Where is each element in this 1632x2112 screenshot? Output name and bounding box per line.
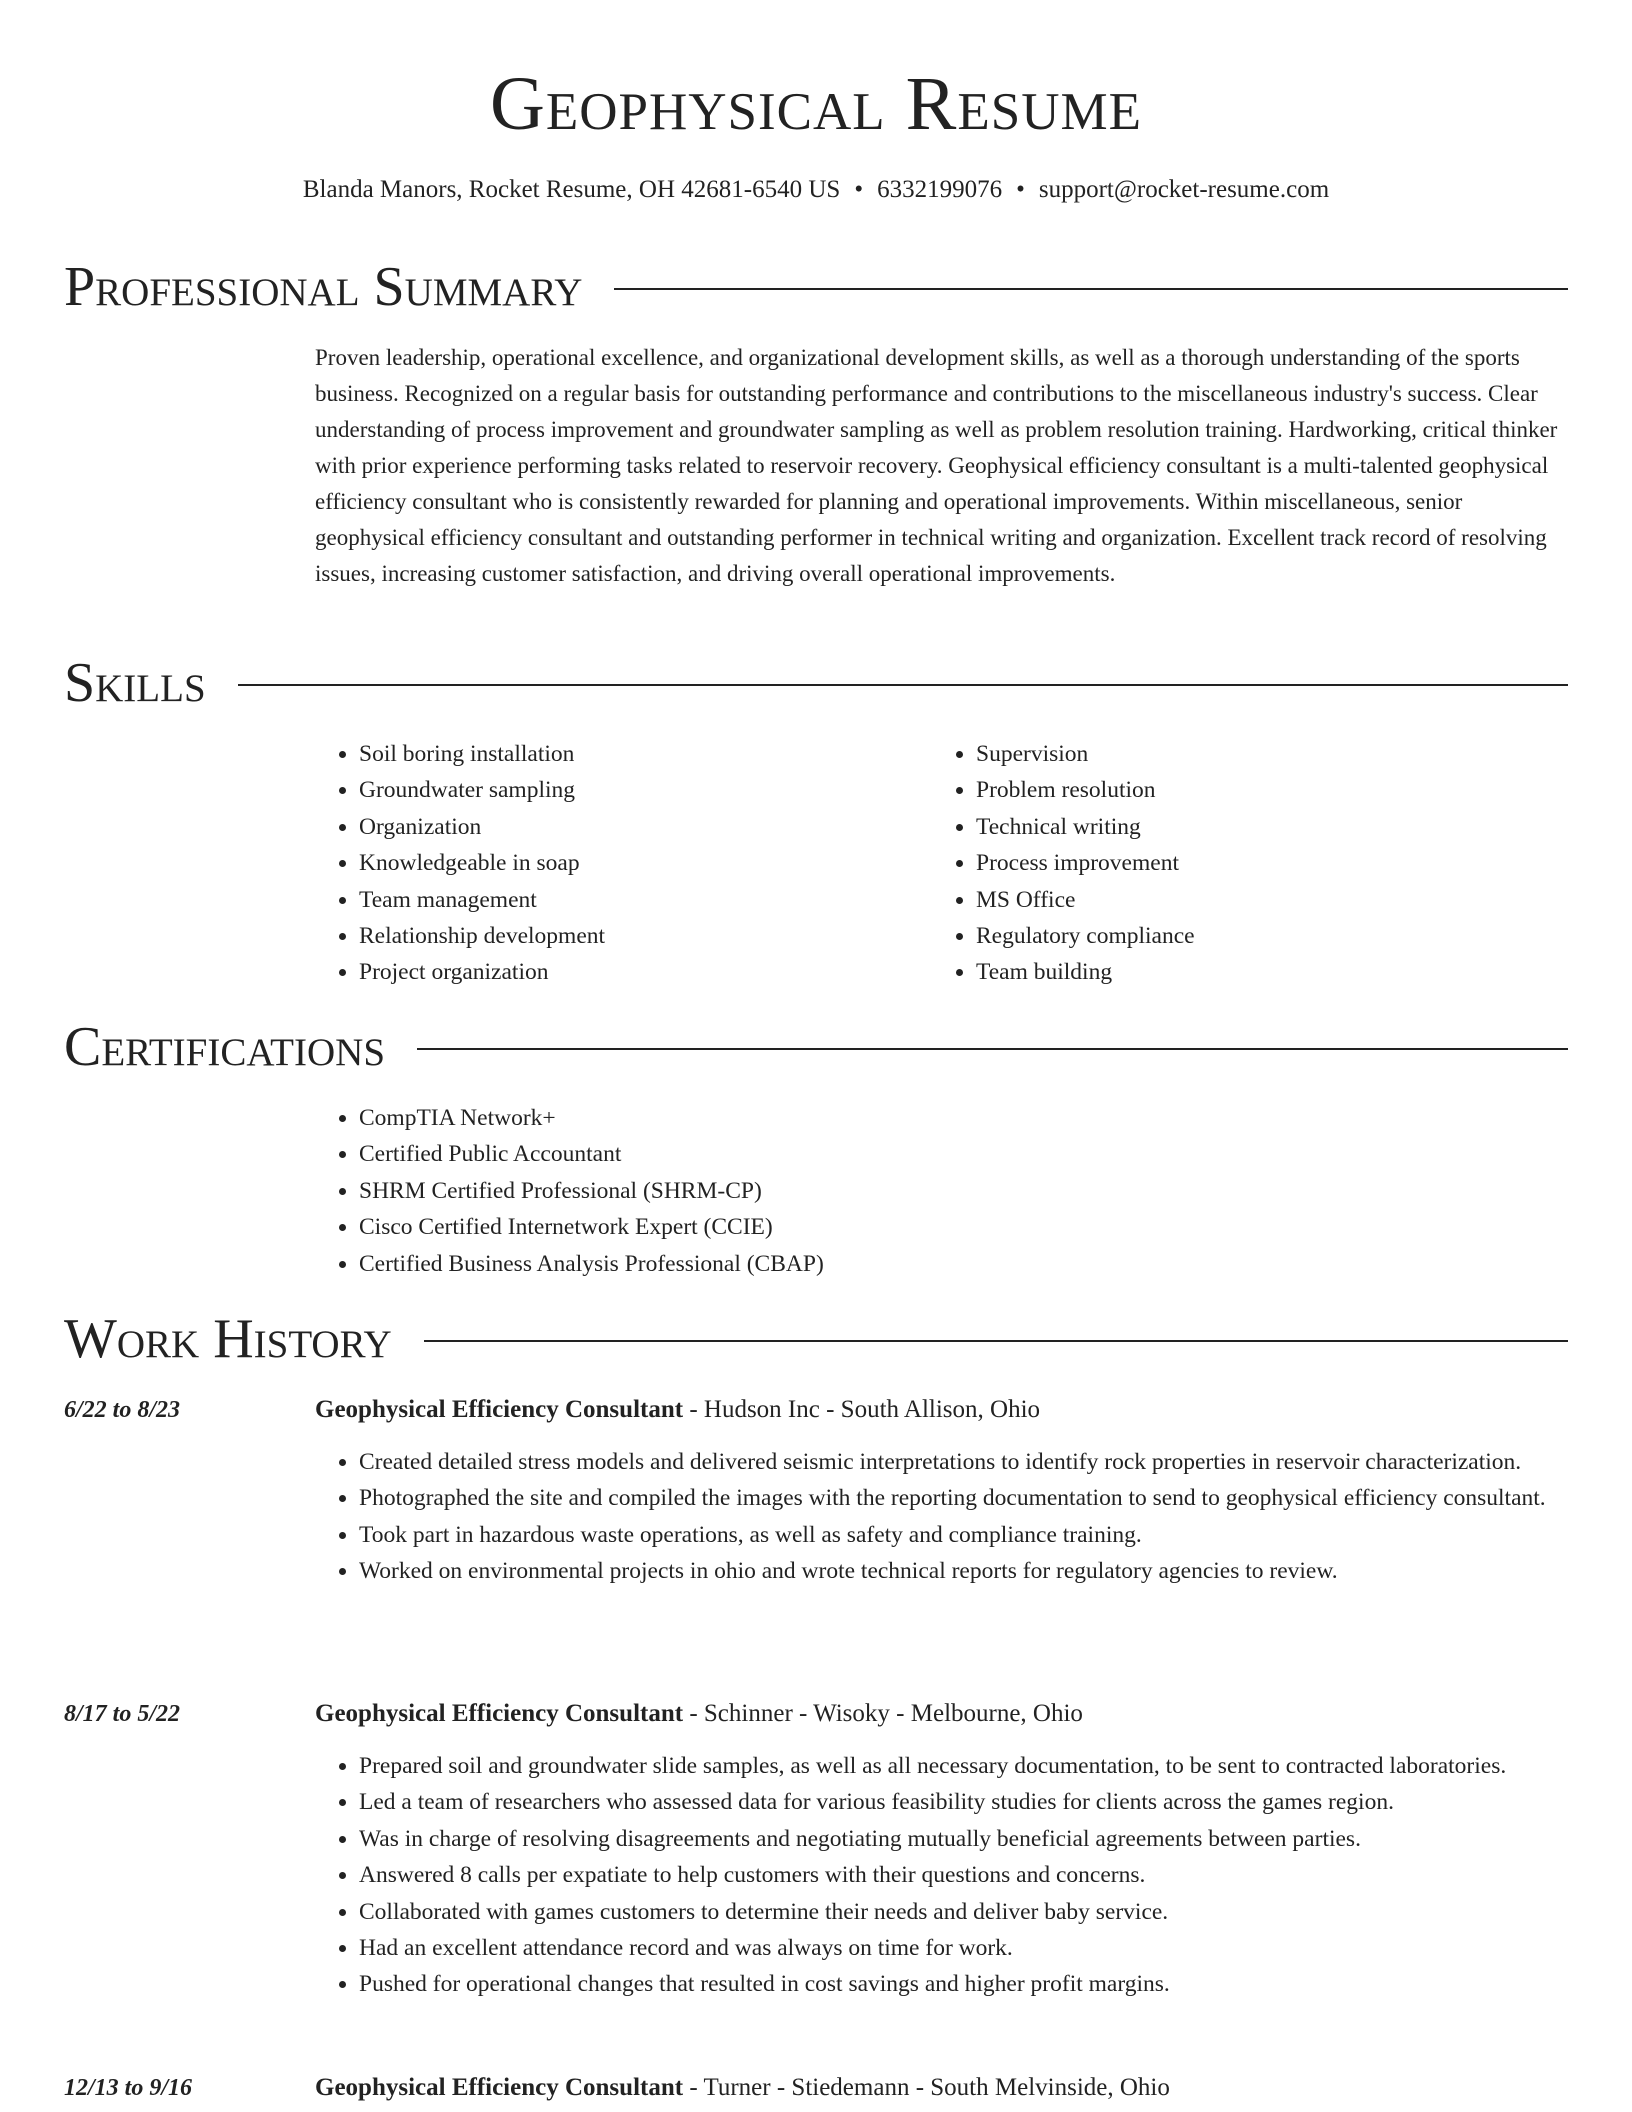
skill-item: • Organization [359,809,605,845]
job-bullet: • Prepared soil and groundwater slide samples, as well as all necessary documentation, to be sent to contracted laboratories. [359,1748,1569,1784]
contact-line [0,174,1632,206]
skill-item: • Team building [976,954,1195,990]
skill-item: • MS Office [976,882,1195,918]
certifications-list [315,1100,824,1282]
skill-item: • Soil boring installation [359,736,605,772]
job-employer-location: - Schinner - Wisoky - Melbourne, Ohio [683,1700,1083,1727]
resume-title: Geophysical Resume [489,62,1142,146]
work-history-heading: Work History [64,1308,392,1370]
skill-item: • Process improvement [976,845,1195,881]
job-bullet: • Worked on environmental projects in ohio and wrote technical reports for regulatory agencies to review. [359,1553,1569,1589]
job-title: Geophysical Efficiency Consultant [315,2074,684,2101]
skills-section-header [64,650,1568,716]
job-bullet: • Took part in hazardous waste operations, as well as safety and compliance training. [359,1517,1569,1553]
certification-item: • SHRM Certified Professional (SHRM-CP) [359,1173,824,1209]
job-dates: 8/17 to 5/22 [64,1701,181,1727]
job-dates: 12/13 to 9/16 [64,2075,193,2101]
skill-item: • Regulatory compliance [976,918,1195,954]
job-header [315,1394,1040,1426]
summary-section-header [64,254,1568,320]
contact-address: Blanda Manors, Rocket Resume, OH 42681-6540 US [302,176,841,203]
job-bullet: • Had an excellent attendance record and was always on time for work. [359,1930,1569,1966]
certifications-section-header [64,1014,1568,1080]
contact-separator: • [1016,176,1025,203]
job-bullet: • Answered 8 calls per expatiate to help customers with their questions and concerns. [359,1857,1569,1893]
job-bullets [315,1748,1569,2003]
skill-item: • Project organization [359,954,605,990]
skill-item: • Technical writing [976,809,1195,845]
work-history-section-header [64,1306,1568,1372]
contact-separator: • [854,176,864,203]
section-divider [614,288,1568,290]
skill-item: • Relationship development [359,918,605,954]
certifications-heading: Certifications [64,1016,386,1078]
skills-left-column [315,736,605,991]
skill-item: • Team management [359,882,605,918]
contact-email: support@rocket-resume.com [1038,176,1330,203]
job-header [315,1698,1083,1730]
certification-item: • Cisco Certified Internetwork Expert (CCIE) [359,1209,824,1245]
skills-right-column [932,736,1195,991]
job-header [315,2072,1170,2104]
skill-item: • Supervision [976,736,1195,772]
certification-item: • Certified Public Accountant [359,1136,824,1172]
section-divider [238,684,1568,686]
job-dates: 6/22 to 8/23 [64,1397,181,1423]
job-bullet: • Photographed the site and compiled the images with the reporting documentation to send to geophysical efficiency consultant. [359,1480,1569,1516]
summary-heading: Professional Summary [64,256,583,318]
skill-item: • Knowledgeable in soap [359,845,605,881]
section-divider [424,1340,1568,1342]
certification-item: • Certified Business Analysis Professional (CBAP) [359,1246,824,1282]
job-bullets [315,1444,1569,1590]
job-title: Geophysical Efficiency Consultant [315,1396,684,1423]
skill-item: • Problem resolution [976,772,1195,808]
job-title: Geophysical Efficiency Consultant [315,1700,684,1727]
job-employer-location: - Turner - Stiedemann - South Melvinside, Ohio [683,2074,1170,2101]
job-bullet: • Collaborated with games customers to determine their needs and deliver baby service. [359,1894,1569,1930]
section-divider [417,1048,1568,1050]
skill-item: • Groundwater sampling [359,772,605,808]
certification-item: • CompTIA Network+ [359,1100,824,1136]
contact-phone: 6332199076 [877,176,1003,203]
job-bullet: • Created detailed stress models and delivered seismic interpretations to identify rock properties in reservoir characterization. [359,1444,1569,1480]
skills-heading: Skills [64,652,206,714]
job-bullet: • Was in charge of resolving disagreements and negotiating mutually beneficial agreements between parties. [359,1821,1569,1857]
job-bullet: • Led a team of researchers who assessed data for various feasibility studies for clients across the games region. [359,1784,1569,1820]
summary-text: Proven leadership, operational excellence, and organizational development skills, as well as a thorough understanding of the sports business. Recognized on a regular basis for outstanding performance and contributions to the miscellaneous industry's success. Clear understanding of process improvement and groundwater sampling as well as problem resolution training. Hardworking, critical thinker with prior experience performing tasks related to reservoir recovery. Geophysical efficiency consultant is a multi-talented geophysical efficiency consultant who is consistently rewarded for planning and operational improvements. Within miscellaneous, senior geophysical efficiency consultant and outstanding performer in technical writing and organization. Excellent track record of resolving issues, increasing customer satisfaction, and driving overall operational improvements. [315,345,1558,586]
job-employer-location: - Hudson Inc - South Allison, Ohio [683,1396,1041,1423]
job-bullet: • Pushed for operational changes that resulted in cost savings and higher profit margins. [359,1966,1569,2002]
